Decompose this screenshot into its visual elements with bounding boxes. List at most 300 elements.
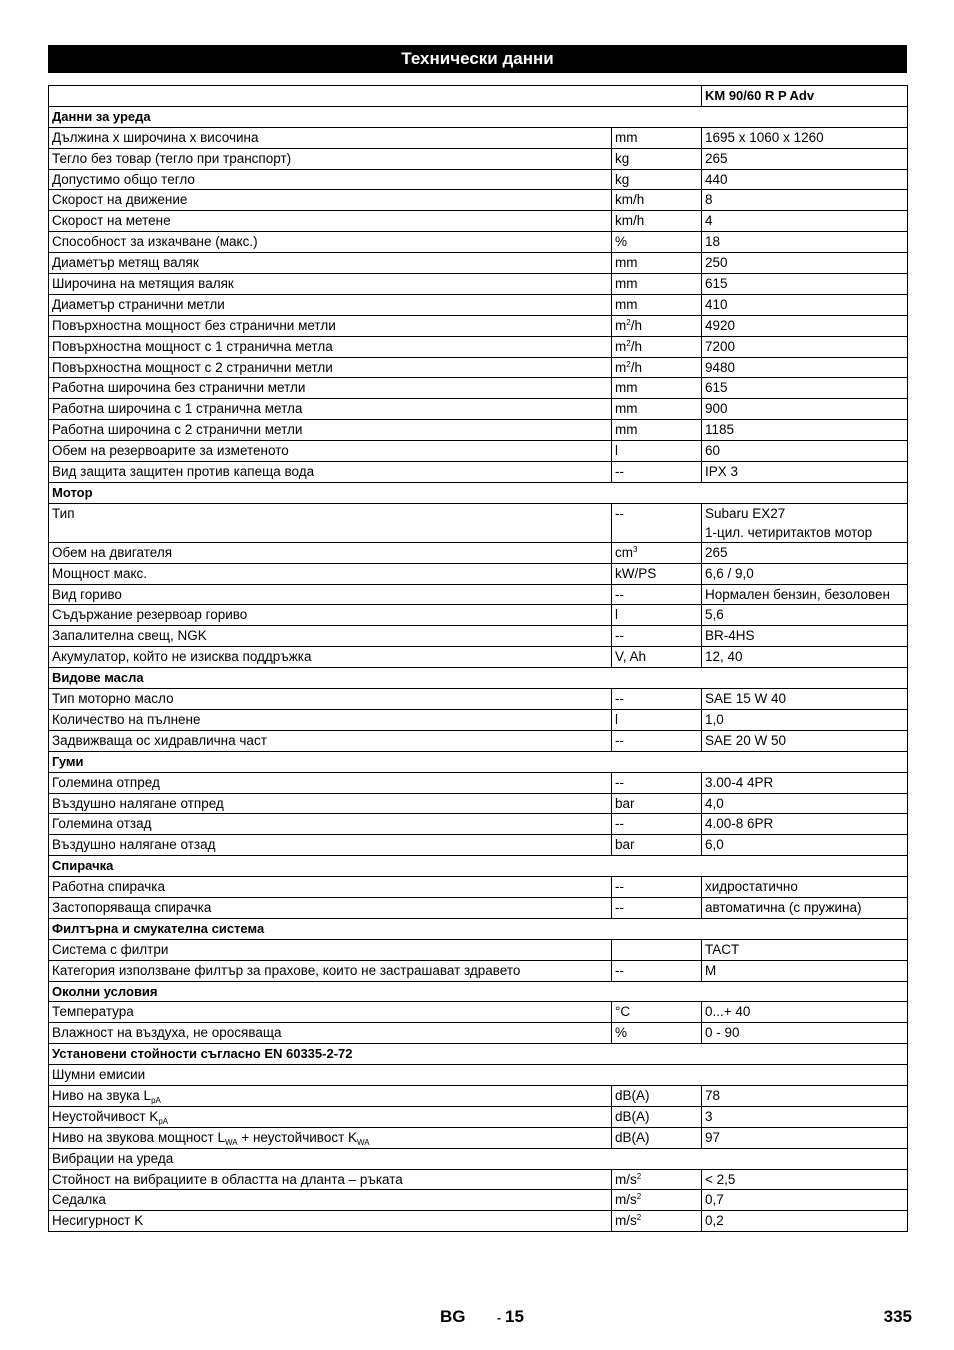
unit-text: km/h	[615, 192, 645, 208]
value-text: 410	[705, 296, 728, 312]
table-row	[49, 1190, 908, 1211]
table-row	[49, 897, 908, 918]
row-label	[49, 1085, 612, 1106]
tech-data-table	[48, 85, 908, 1232]
label-subscript: pA	[151, 1095, 161, 1105]
row-unit	[612, 378, 702, 399]
row-unit	[612, 689, 702, 710]
label-text: Работна широчина с 1 странична метла	[52, 401, 303, 417]
table-row	[49, 315, 908, 336]
row-label	[49, 772, 612, 793]
value-text: 12, 40	[705, 649, 743, 665]
unit-text: °C	[615, 1004, 631, 1020]
unit-text: m/s	[615, 1192, 637, 1208]
value-text: 4.00-8 6PR	[705, 816, 774, 832]
table-row	[49, 232, 908, 253]
section-title: Данни за уреда	[49, 106, 908, 127]
label-text: Мощност макс.	[52, 565, 148, 581]
label-text: Обем на резервоарите за изметеното	[52, 443, 289, 459]
row-value	[702, 127, 908, 148]
row-label	[49, 1127, 612, 1148]
footer-language: BG	[440, 1307, 466, 1326]
unit-text: --	[615, 816, 624, 832]
row-value	[702, 274, 908, 295]
label-text: Обем на двигателя	[52, 544, 173, 560]
value-text: 0 - 90	[705, 1025, 740, 1041]
value-text: Нормален бензин, безоловен	[705, 586, 890, 602]
row-value	[702, 689, 908, 710]
unit-text: kg	[615, 171, 630, 187]
row-unit	[612, 626, 702, 647]
row-unit	[612, 1190, 702, 1211]
row-label	[49, 274, 612, 295]
label-subscript: pA	[158, 1116, 169, 1126]
value-text: 0,2	[705, 1213, 724, 1229]
value-text: 97	[705, 1129, 721, 1145]
value-text: IPX 3	[705, 464, 739, 480]
value-text: 60	[705, 443, 721, 459]
row-label	[49, 689, 612, 710]
row-unit	[612, 960, 702, 981]
row-unit	[612, 877, 702, 898]
table-row	[49, 169, 908, 190]
table-row	[49, 420, 908, 441]
label-text: Работна спирачка	[52, 879, 165, 895]
label-text: Запалителна свещ, NGK	[52, 628, 207, 644]
table-header-row	[49, 86, 908, 107]
unit-text: m	[615, 317, 627, 333]
header-blank-cell	[49, 86, 702, 107]
row-unit	[612, 1023, 702, 1044]
row-unit	[612, 793, 702, 814]
row-label	[49, 939, 612, 960]
row-unit	[612, 730, 702, 751]
row-unit	[612, 503, 702, 542]
unit-text: %	[615, 234, 628, 250]
section-title: Околни условия	[49, 981, 908, 1002]
value-text: 4	[705, 213, 713, 229]
value-text: BR-4HS	[705, 628, 755, 644]
value-text: 1185	[705, 422, 735, 438]
row-label	[49, 232, 612, 253]
section-title: Спирачка	[49, 856, 908, 877]
label-text: Неустойчивост K	[52, 1108, 159, 1124]
value-text: 0...+ 40	[705, 1004, 751, 1020]
section-title: Видове масла	[49, 668, 908, 689]
value-text-line2: 1-цил. четиритактов мотор	[705, 524, 873, 540]
row-label	[49, 399, 612, 420]
value-text: 900	[705, 401, 728, 417]
row-value	[702, 1002, 908, 1023]
unit-text: mm	[615, 129, 638, 145]
section-row	[49, 106, 908, 127]
unit-text: bar	[615, 837, 635, 853]
row-label	[49, 357, 612, 378]
value-text: M	[705, 962, 717, 978]
unit-text: --	[615, 774, 624, 790]
row-unit	[612, 814, 702, 835]
label-text: Задвижваща ос хидравлична част	[52, 732, 267, 748]
unit-text: dB(A)	[615, 1108, 650, 1124]
label-text: Големина отзад	[52, 816, 152, 832]
table-row	[49, 1106, 908, 1127]
row-unit	[612, 542, 702, 563]
value-text: 6,0	[705, 837, 724, 853]
value-text: 3	[705, 1108, 713, 1124]
table-row	[49, 294, 908, 315]
label-text: Широчина на метящия валяк	[52, 276, 234, 292]
row-value	[702, 897, 908, 918]
row-label	[49, 462, 612, 483]
unit-text: m	[615, 338, 627, 354]
row-label	[49, 897, 612, 918]
row-value	[702, 709, 908, 730]
label-text: Допустимо общо тегло	[52, 171, 195, 187]
row-value	[702, 730, 908, 751]
value-text: Subaru EX27	[705, 505, 786, 521]
unit-superscript: 2	[636, 1171, 642, 1181]
table-row	[49, 1002, 908, 1023]
row-unit	[612, 211, 702, 232]
row-label	[49, 378, 612, 399]
table-row	[49, 709, 908, 730]
label-text: Повърхностна мощност с 2 странични метли	[52, 359, 333, 375]
row-label	[49, 563, 612, 584]
table-row	[49, 357, 908, 378]
unit-text: --	[615, 732, 624, 748]
row-label	[49, 647, 612, 668]
label-text: Повърхностна мощност с 1 странична метла	[52, 338, 333, 354]
label-text: Количество на пълнене	[52, 711, 201, 727]
footer-page-number: 335	[883, 1307, 912, 1326]
unit-text: kW/PS	[615, 565, 657, 581]
section-row	[49, 751, 908, 772]
row-label	[49, 441, 612, 462]
row-unit	[612, 441, 702, 462]
label-text: Тип	[52, 505, 75, 521]
row-label	[49, 584, 612, 605]
value-text: 250	[705, 255, 728, 271]
value-text: 4920	[705, 317, 736, 333]
value-text: 615	[705, 380, 728, 396]
unit-text: --	[615, 505, 624, 521]
table-row	[49, 793, 908, 814]
value-text: 265	[705, 544, 728, 560]
label-text: Седалка	[52, 1192, 106, 1208]
section-row	[49, 981, 908, 1002]
row-unit	[612, 772, 702, 793]
label-text: Стойност на вибрациите в областта на дланта – ръката	[52, 1171, 403, 1187]
label-text: Ниво на звука L	[52, 1087, 152, 1103]
subsection-title: Шумни емисии	[49, 1065, 908, 1086]
value-text: 0,7	[705, 1192, 724, 1208]
unit-text: mm	[615, 276, 638, 292]
row-label	[49, 605, 612, 626]
label-text: Система с филтри	[52, 941, 169, 957]
value-text: TACT	[705, 941, 740, 957]
unit-text: mm	[615, 296, 638, 312]
page-title: Технически данни	[48, 45, 907, 73]
table-row	[49, 1169, 908, 1190]
table-row	[49, 399, 908, 420]
table-row	[49, 877, 908, 898]
table-row	[49, 441, 908, 462]
row-label	[49, 148, 612, 169]
unit-text: mm	[615, 255, 638, 271]
label-text: Скорост на метене	[52, 213, 171, 229]
unit-text: cm	[615, 544, 633, 560]
subsection-title: Вибрации на уреда	[49, 1148, 908, 1169]
row-unit	[612, 274, 702, 295]
unit-text: m/s	[615, 1171, 637, 1187]
table-row	[49, 462, 908, 483]
value-text: 9480	[705, 359, 736, 375]
row-label	[49, 1211, 612, 1232]
label-text: Скорост на движение	[52, 192, 188, 208]
unit-text: l	[615, 711, 618, 727]
label-text: Работна широчина с 2 странични метли	[52, 422, 303, 438]
row-value	[702, 357, 908, 378]
table-row	[49, 190, 908, 211]
model-name: KM 90/60 R P Adv	[702, 86, 908, 107]
row-value	[702, 420, 908, 441]
label-text: Диаметър странични метли	[52, 296, 225, 312]
row-label	[49, 503, 612, 542]
section-row	[49, 918, 908, 939]
unit-text: --	[615, 691, 624, 707]
label-text: Несигурност K	[52, 1213, 144, 1229]
value-text: 7200	[705, 338, 736, 354]
table-row	[49, 1211, 908, 1232]
table-row	[49, 689, 908, 710]
row-value	[702, 315, 908, 336]
row-value	[702, 1085, 908, 1106]
label-text: Тип моторно масло	[52, 691, 174, 707]
table-row	[49, 1085, 908, 1106]
row-unit	[612, 647, 702, 668]
row-unit	[612, 939, 702, 960]
table-row	[49, 772, 908, 793]
label-subscript: WA	[225, 1137, 238, 1147]
label-text: Акумулатор, който не изисква поддръжка	[52, 649, 312, 665]
row-unit	[612, 169, 702, 190]
unit-superscript: 2	[626, 317, 631, 327]
label-text-cont: + неустойчивост K	[237, 1129, 358, 1145]
table-row	[49, 939, 908, 960]
row-label	[49, 877, 612, 898]
row-value	[702, 772, 908, 793]
table-row	[49, 542, 908, 563]
unit-text: %	[615, 1025, 628, 1041]
value-text: SAE 20 W 50	[705, 732, 787, 748]
label-text: Температура	[52, 1004, 134, 1020]
label-text: Работна широчина без странични метли	[52, 380, 306, 396]
row-unit	[612, 336, 702, 357]
row-value	[702, 626, 908, 647]
row-label	[49, 190, 612, 211]
row-value	[702, 378, 908, 399]
row-value	[702, 563, 908, 584]
unit-text-cont: /h	[630, 338, 642, 354]
row-value	[702, 253, 908, 274]
row-label	[49, 315, 612, 336]
row-label	[49, 1002, 612, 1023]
row-label	[49, 709, 612, 730]
label-text: Ниво на звукова мощност L	[52, 1129, 225, 1145]
unit-superscript: 2	[626, 359, 631, 369]
row-unit	[612, 1085, 702, 1106]
table-row	[49, 378, 908, 399]
label-text: Дължина х широчина х височина	[52, 129, 259, 145]
row-label	[49, 169, 612, 190]
row-label	[49, 294, 612, 315]
table-row	[49, 503, 908, 542]
unit-superscript: 2	[636, 1192, 642, 1202]
value-text: 4,0	[705, 795, 724, 811]
label-text: Въздушно налягане отпред	[52, 795, 224, 811]
row-value	[702, 793, 908, 814]
unit-superscript: 2	[636, 1213, 642, 1223]
row-value	[702, 542, 908, 563]
unit-text: dB(A)	[615, 1087, 650, 1103]
row-value	[702, 336, 908, 357]
row-unit	[612, 1211, 702, 1232]
label-subscript: WA	[357, 1137, 370, 1147]
unit-text: l	[615, 607, 618, 623]
row-unit	[612, 1169, 702, 1190]
label-text: Способност за изкачване (макс.)	[52, 234, 258, 250]
section-title: Гуми	[49, 751, 908, 772]
row-unit	[612, 709, 702, 730]
row-unit	[612, 357, 702, 378]
row-unit	[612, 835, 702, 856]
row-value	[702, 399, 908, 420]
row-label	[49, 253, 612, 274]
label-text: Влажност на въздуха, не оросяваща	[52, 1025, 282, 1041]
row-unit	[612, 399, 702, 420]
unit-text: --	[615, 879, 624, 895]
row-unit	[612, 462, 702, 483]
row-unit	[612, 420, 702, 441]
unit-text: mm	[615, 401, 638, 417]
table-row	[49, 253, 908, 274]
section-row	[49, 482, 908, 503]
row-unit	[612, 232, 702, 253]
row-label	[49, 814, 612, 835]
value-text: 3.00-4 4PR	[705, 774, 774, 790]
row-value	[702, 232, 908, 253]
row-value	[702, 1023, 908, 1044]
unit-superscript: 2	[626, 338, 631, 348]
row-value	[702, 960, 908, 981]
row-unit	[612, 605, 702, 626]
value-text: 78	[705, 1087, 721, 1103]
unit-text: --	[615, 628, 624, 644]
unit-text-cont: /h	[630, 317, 642, 333]
table-row	[49, 605, 908, 626]
row-value	[702, 605, 908, 626]
row-unit	[612, 315, 702, 336]
row-value	[702, 939, 908, 960]
section-row	[49, 668, 908, 689]
unit-text: bar	[615, 795, 635, 811]
table-row	[49, 1023, 908, 1044]
unit-text: --	[615, 899, 624, 915]
label-text: Тегло без товар (тегло при транспорт)	[52, 150, 292, 166]
row-value	[702, 503, 908, 542]
row-value	[702, 1169, 908, 1190]
row-value	[702, 835, 908, 856]
row-label	[49, 730, 612, 751]
unit-text: km/h	[615, 213, 645, 229]
label-text: Големина отпред	[52, 774, 160, 790]
value-text: 18	[705, 234, 721, 250]
row-unit	[612, 1106, 702, 1127]
row-value	[702, 877, 908, 898]
row-unit	[612, 148, 702, 169]
unit-text: --	[615, 586, 624, 602]
table-row	[49, 274, 908, 295]
value-text: 1,0	[705, 711, 724, 727]
unit-text: m/s	[615, 1213, 637, 1229]
row-label	[49, 793, 612, 814]
label-text: Вид гориво	[52, 586, 122, 602]
table-row	[49, 148, 908, 169]
section-title: Установени стойности съгласно EN 60335-2-72	[49, 1044, 908, 1065]
row-label	[49, 211, 612, 232]
row-value	[702, 814, 908, 835]
label-text: Вид защита защитен против капеща вода	[52, 464, 315, 480]
unit-text: kg	[615, 150, 630, 166]
row-unit	[612, 897, 702, 918]
row-label	[49, 1190, 612, 1211]
row-label	[49, 626, 612, 647]
section-title: Филтърна и смукателна система	[49, 918, 908, 939]
row-value	[702, 647, 908, 668]
footer-dash: -	[497, 1311, 501, 1325]
subsection-row	[49, 1065, 908, 1086]
unit-text: mm	[615, 380, 638, 396]
label-text: Категория използване филтър за прахове, които не застрашават здравето	[52, 962, 521, 978]
row-value	[702, 190, 908, 211]
label-text: Диаметър метящ валяк	[52, 255, 199, 271]
table-row	[49, 584, 908, 605]
row-unit	[612, 563, 702, 584]
row-value	[702, 462, 908, 483]
table-row	[49, 960, 908, 981]
value-text: SAE 15 W 40	[705, 691, 787, 707]
row-unit	[612, 190, 702, 211]
value-text: 6,6 / 9,0	[705, 565, 754, 581]
value-text: 615	[705, 276, 728, 292]
section-row	[49, 1044, 908, 1065]
label-text: Застопоряваща спирачка	[52, 899, 212, 915]
row-value	[702, 1190, 908, 1211]
subsection-row	[49, 1148, 908, 1169]
row-unit	[612, 253, 702, 274]
row-value	[702, 1127, 908, 1148]
table-row	[49, 563, 908, 584]
footer-page: 15	[505, 1307, 524, 1326]
value-text: 1695 x 1060 x 1260	[705, 129, 824, 145]
row-label	[49, 835, 612, 856]
table-row	[49, 211, 908, 232]
table-row	[49, 1127, 908, 1148]
section-row	[49, 856, 908, 877]
table-row	[49, 647, 908, 668]
row-value	[702, 148, 908, 169]
row-label	[49, 1023, 612, 1044]
